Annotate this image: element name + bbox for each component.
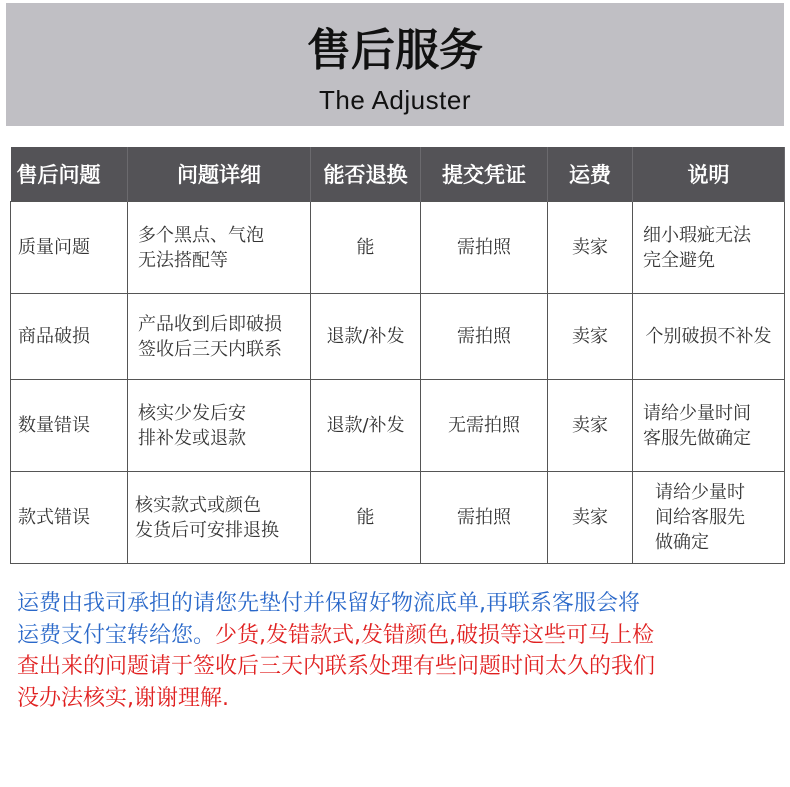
- notice-red-text: 没办法核实,谢谢理解.: [17, 685, 229, 711]
- cell-shipping: 卖家: [548, 380, 633, 472]
- cell-note-line: 间给客服先: [655, 507, 745, 528]
- table-row: [11, 472, 785, 564]
- cell-shipping: 卖家: [548, 294, 633, 380]
- cell-proof: 需拍照: [421, 294, 548, 380]
- cell-note: [633, 202, 785, 294]
- cell-detail-line: 无法搭配等: [138, 249, 228, 271]
- column-header-shipping: 运费: [548, 147, 633, 202]
- cell-detail: [128, 380, 311, 472]
- cell-detail-line: 产品收到后即破损: [138, 313, 282, 335]
- cell-detail: [128, 472, 311, 564]
- cell-exchange: 能: [311, 202, 421, 294]
- cell-proof: 需拍照: [421, 202, 548, 294]
- after-sales-table: [10, 147, 785, 564]
- cell-note-line: 个别破损不补发: [645, 326, 772, 347]
- notice-line-1: [17, 588, 787, 620]
- notice-blue-text: 运费由我司承担的请您先垫付并保留好物流底单,再联系客服会将: [17, 591, 640, 616]
- cell-proof: 无需拍照: [421, 380, 548, 472]
- cell-shipping: 卖家: [548, 472, 633, 564]
- cell-note-line: 细小瑕疵无法: [643, 224, 751, 246]
- cell-exchange: 退款/补发: [311, 294, 421, 380]
- shipping-notice: [17, 588, 787, 714]
- notice-line-2: [17, 620, 787, 652]
- title-banner: [6, 3, 784, 126]
- cell-detail-line: 签收后三天内联系: [138, 338, 282, 360]
- table-row: [11, 294, 785, 380]
- column-header-proof: 提交凭证: [421, 147, 548, 202]
- notice-line-3: [17, 651, 787, 683]
- cell-note-line: 做确定: [655, 532, 709, 553]
- page-subtitle: The Adjuster: [319, 85, 471, 115]
- cell-detail-line: 核实少发后安: [138, 402, 246, 424]
- cell-note-line: 客服先做确定: [643, 427, 751, 449]
- cell-detail: [128, 202, 311, 294]
- notice-red-text: 查出来的问题请于签收后三天内联系处理有些问题时间太久的我们: [17, 654, 656, 679]
- cell-issue: 商品破损: [11, 294, 128, 380]
- cell-note: [633, 380, 785, 472]
- column-header-exchange: 能否退换: [311, 147, 421, 202]
- cell-note-line: 完全避免: [643, 249, 715, 271]
- notice-line-4: [17, 683, 787, 715]
- cell-exchange: 退款/补发: [311, 380, 421, 472]
- cell-issue: 数量错误: [11, 380, 128, 472]
- cell-proof: 需拍照: [421, 472, 548, 564]
- notice-red-text: 少货,发错款式,发错颜色,破损等这些可马上检: [215, 622, 654, 648]
- cell-issue: 款式错误: [11, 472, 128, 564]
- cell-detail-line: 排补发或退款: [138, 427, 246, 449]
- column-header-detail: 问题详细: [128, 147, 311, 202]
- cell-detail: [128, 294, 311, 380]
- cell-exchange: 能: [311, 472, 421, 564]
- table-header-row: [11, 147, 785, 202]
- cell-detail-line: 核实款式或颜色: [135, 494, 261, 516]
- cell-detail-line: 多个黑点、气泡: [138, 224, 264, 246]
- cell-note-line: 请给少量时间: [643, 402, 751, 424]
- cell-note: [633, 472, 785, 564]
- table-row: [11, 202, 785, 294]
- cell-note-line: 请给少量时: [655, 482, 745, 503]
- column-header-note: 说明: [633, 147, 785, 202]
- notice-blue-text: 运费支付宝转给您。: [17, 622, 216, 648]
- cell-shipping: 卖家: [548, 202, 633, 294]
- column-header-issue: 售后问题: [11, 147, 128, 202]
- cell-note: [633, 294, 785, 380]
- cell-detail-line: 发货后可安排退换: [135, 519, 279, 541]
- cell-issue: 质量问题: [11, 202, 128, 294]
- page-title: 售后服务: [307, 25, 483, 76]
- table-row: [11, 380, 785, 472]
